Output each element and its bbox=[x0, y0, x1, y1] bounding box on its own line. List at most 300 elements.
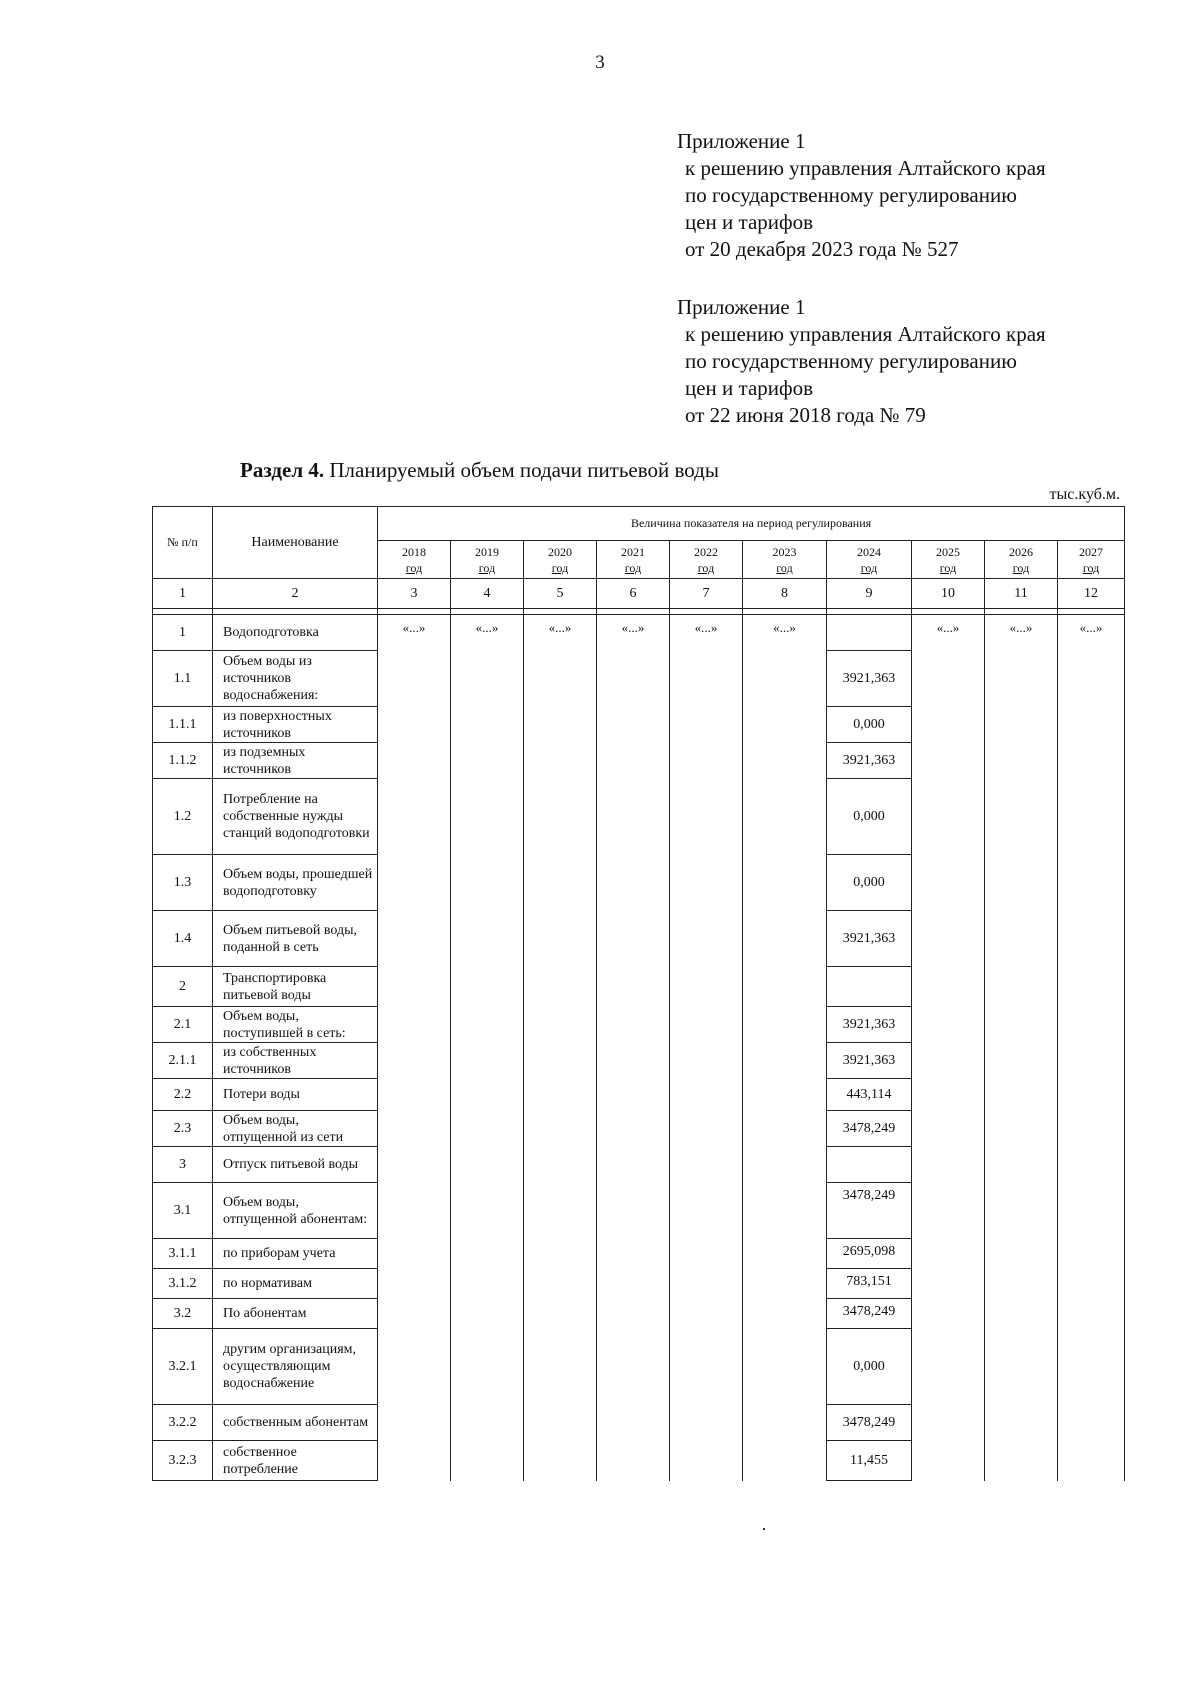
value-2024: 11,455 bbox=[827, 1441, 912, 1481]
empty-cell bbox=[524, 1441, 597, 1481]
empty-cell bbox=[524, 1043, 597, 1079]
value-2024: 2695,098 bbox=[827, 1239, 912, 1269]
header-year-value: 2024 bbox=[857, 544, 881, 559]
value-2024: 3478,249 bbox=[827, 1405, 912, 1441]
placeholder-cell: «...» bbox=[378, 615, 451, 651]
table-row bbox=[153, 1183, 1125, 1239]
empty-cell bbox=[912, 1299, 985, 1329]
row-number: 3.2.2 bbox=[153, 1405, 213, 1441]
empty-cell bbox=[597, 1007, 670, 1043]
empty-cell bbox=[743, 651, 827, 707]
table-row bbox=[153, 1043, 1125, 1079]
row-number: 2 bbox=[153, 967, 213, 1007]
row-number: 1.2 bbox=[153, 779, 213, 855]
row-number: 3.2 bbox=[153, 1299, 213, 1329]
empty-cell bbox=[912, 1405, 985, 1441]
empty-cell bbox=[524, 1079, 597, 1111]
empty-cell bbox=[670, 707, 743, 743]
empty-cell bbox=[597, 1183, 670, 1239]
empty-cell bbox=[743, 1239, 827, 1269]
placeholder-cell: «...» bbox=[1058, 615, 1125, 651]
empty-cell bbox=[743, 855, 827, 911]
empty-cell bbox=[1058, 1405, 1125, 1441]
empty-cell bbox=[524, 1183, 597, 1239]
row-name: Объем питьевой воды, поданной в сеть bbox=[213, 911, 378, 967]
empty-cell bbox=[912, 1111, 985, 1147]
empty-cell bbox=[743, 1441, 827, 1481]
header-year-value: 2026 bbox=[1009, 544, 1033, 559]
empty-cell bbox=[524, 1269, 597, 1299]
header-year-value: 2023 bbox=[772, 544, 797, 559]
empty-cell bbox=[743, 1079, 827, 1111]
empty-cell bbox=[985, 967, 1058, 1007]
empty-cell bbox=[451, 1441, 524, 1481]
empty-cell bbox=[912, 911, 985, 967]
empty-cell bbox=[597, 707, 670, 743]
empty-cell bbox=[670, 911, 743, 967]
empty-cell bbox=[597, 911, 670, 967]
empty-cell bbox=[451, 967, 524, 1007]
empty-cell bbox=[451, 707, 524, 743]
empty-cell bbox=[743, 1183, 827, 1239]
empty-cell bbox=[451, 1043, 524, 1079]
value-2024: 0,000 bbox=[827, 1329, 912, 1405]
units-label: тыс.куб.м. bbox=[1049, 486, 1120, 503]
empty-cell bbox=[378, 779, 451, 855]
empty-cell bbox=[912, 967, 985, 1007]
empty-cell bbox=[597, 779, 670, 855]
header-number: № п/п bbox=[153, 507, 213, 579]
empty-cell bbox=[378, 1183, 451, 1239]
empty-cell bbox=[524, 707, 597, 743]
empty-cell bbox=[451, 1269, 524, 1299]
row-number: 1.4 bbox=[153, 911, 213, 967]
header-year-value: 2018 bbox=[402, 544, 426, 559]
empty-cell bbox=[670, 1441, 743, 1481]
empty-cell bbox=[743, 743, 827, 779]
column-number: 6 bbox=[597, 579, 670, 609]
row-name: Транспортировка питьевой воды bbox=[213, 967, 378, 1007]
scan-speck bbox=[763, 1528, 765, 1530]
row-number: 3.1 bbox=[153, 1183, 213, 1239]
empty-cell bbox=[912, 651, 985, 707]
empty-cell bbox=[670, 1405, 743, 1441]
empty-cell bbox=[670, 967, 743, 1007]
empty-cell bbox=[597, 743, 670, 779]
placeholder-cell: «...» bbox=[524, 615, 597, 651]
row-name: Отпуск питьевой воды bbox=[213, 1147, 378, 1183]
header-year-value: 2019 bbox=[475, 544, 499, 559]
row-number: 2.2 bbox=[153, 1079, 213, 1111]
empty-cell bbox=[597, 1269, 670, 1299]
empty-cell bbox=[985, 1183, 1058, 1239]
empty-cell bbox=[985, 911, 1058, 967]
empty-cell bbox=[378, 1269, 451, 1299]
section-title bbox=[240, 458, 719, 483]
empty-cell bbox=[451, 1007, 524, 1043]
header-name: Наименование bbox=[213, 507, 378, 579]
row-number: 3.1.2 bbox=[153, 1269, 213, 1299]
value-2024: 783,151 bbox=[827, 1269, 912, 1299]
empty-cell bbox=[597, 1299, 670, 1329]
section-name: Планируемый объем подачи питьевой воды bbox=[324, 458, 719, 482]
empty-cell bbox=[1058, 1329, 1125, 1405]
empty-cell bbox=[451, 743, 524, 779]
empty-cell bbox=[985, 743, 1058, 779]
row-name: Объем воды, отпущенной из сети bbox=[213, 1111, 378, 1147]
empty-cell bbox=[378, 1299, 451, 1329]
empty-cell bbox=[1058, 1079, 1125, 1111]
section-number: Раздел 4. bbox=[240, 458, 325, 482]
annex-line: по государственному регулированию bbox=[685, 183, 1017, 207]
empty-cell bbox=[378, 1329, 451, 1405]
empty-cell bbox=[524, 1111, 597, 1147]
empty-cell bbox=[1058, 1299, 1125, 1329]
empty-cell bbox=[985, 1441, 1058, 1481]
table-row bbox=[153, 1269, 1125, 1299]
table-row bbox=[153, 779, 1125, 855]
empty-cell bbox=[451, 1405, 524, 1441]
row-number: 2.1 bbox=[153, 1007, 213, 1043]
empty-cell bbox=[985, 1043, 1058, 1079]
empty-cell bbox=[670, 855, 743, 911]
value-2024: 3478,249 bbox=[827, 1111, 912, 1147]
value-2024: 3921,363 bbox=[827, 911, 912, 967]
empty-cell bbox=[912, 1329, 985, 1405]
header-year bbox=[743, 541, 827, 579]
empty-cell bbox=[985, 1299, 1058, 1329]
row-number: 1.1 bbox=[153, 651, 213, 707]
table-row bbox=[153, 1441, 1125, 1481]
empty-cell bbox=[743, 967, 827, 1007]
empty-cell bbox=[985, 1329, 1058, 1405]
header-year-value: 2021 bbox=[621, 544, 645, 559]
row-name: Объем воды, прошедшей водоподготовку bbox=[213, 855, 378, 911]
value-2024 bbox=[827, 967, 912, 1007]
empty-cell bbox=[597, 1147, 670, 1183]
empty-cell bbox=[597, 651, 670, 707]
empty-cell bbox=[912, 1007, 985, 1043]
row-number: 1.3 bbox=[153, 855, 213, 911]
empty-cell bbox=[743, 1007, 827, 1043]
empty-cell bbox=[597, 1043, 670, 1079]
table-row bbox=[153, 1299, 1125, 1329]
empty-cell bbox=[524, 779, 597, 855]
row-number: 3.2.1 bbox=[153, 1329, 213, 1405]
empty-cell bbox=[670, 1147, 743, 1183]
empty-cell bbox=[985, 1111, 1058, 1147]
empty-cell bbox=[670, 1329, 743, 1405]
empty-cell bbox=[524, 1329, 597, 1405]
empty-cell bbox=[670, 1111, 743, 1147]
value-2024: 0,000 bbox=[827, 779, 912, 855]
row-name: другим организациям, осуществляющим водоснабжение bbox=[213, 1329, 378, 1405]
header-year-suffix: год bbox=[697, 560, 715, 575]
empty-cell bbox=[597, 855, 670, 911]
empty-cell bbox=[985, 651, 1058, 707]
empty-cell bbox=[1058, 743, 1125, 779]
value-2024: 3478,249 bbox=[827, 1299, 912, 1329]
value-2024: 3921,363 bbox=[827, 1007, 912, 1043]
empty-cell bbox=[378, 967, 451, 1007]
empty-cell bbox=[670, 743, 743, 779]
row-name: Водоподготовка bbox=[213, 615, 378, 651]
empty-cell bbox=[1058, 651, 1125, 707]
empty-cell bbox=[597, 1405, 670, 1441]
empty-cell bbox=[670, 1079, 743, 1111]
header-year-suffix: год bbox=[860, 560, 878, 575]
empty-cell bbox=[597, 1111, 670, 1147]
empty-cell bbox=[451, 1147, 524, 1183]
empty-cell bbox=[451, 779, 524, 855]
empty-cell bbox=[378, 651, 451, 707]
empty-cell bbox=[524, 1405, 597, 1441]
column-number: 10 bbox=[912, 579, 985, 609]
empty-cell bbox=[378, 707, 451, 743]
table-row bbox=[153, 1111, 1125, 1147]
empty-cell bbox=[1058, 1007, 1125, 1043]
table-row bbox=[153, 707, 1125, 743]
annex-title: Приложение 1 bbox=[677, 129, 806, 153]
empty-cell bbox=[912, 1147, 985, 1183]
empty-cell bbox=[912, 1043, 985, 1079]
empty-cell bbox=[1058, 1183, 1125, 1239]
header-year-suffix: год bbox=[478, 560, 496, 575]
empty-cell bbox=[524, 855, 597, 911]
empty-cell bbox=[1058, 1043, 1125, 1079]
header-year-suffix: год bbox=[1082, 560, 1100, 575]
row-number: 2.1.1 bbox=[153, 1043, 213, 1079]
empty-cell bbox=[378, 1239, 451, 1269]
column-number: 12 bbox=[1058, 579, 1125, 609]
empty-cell bbox=[597, 1329, 670, 1405]
header-year bbox=[985, 541, 1058, 579]
empty-cell bbox=[1058, 1147, 1125, 1183]
column-number: 4 bbox=[451, 579, 524, 609]
empty-cell bbox=[912, 1183, 985, 1239]
empty-cell bbox=[451, 1183, 524, 1239]
row-name: из подземных источников bbox=[213, 743, 378, 779]
empty-cell bbox=[378, 1147, 451, 1183]
placeholder-cell: «...» bbox=[985, 615, 1058, 651]
empty-cell bbox=[985, 779, 1058, 855]
empty-cell bbox=[912, 1441, 985, 1481]
empty-cell bbox=[670, 1183, 743, 1239]
empty-cell bbox=[597, 1239, 670, 1269]
annex-line: цен и тарифов bbox=[685, 376, 814, 400]
header-period: Величина показателя на период регулирования bbox=[378, 507, 1125, 541]
page-number: 3 bbox=[595, 52, 605, 73]
annex-line: по государственному регулированию bbox=[685, 349, 1017, 373]
empty-cell bbox=[670, 1239, 743, 1269]
placeholder-cell: «...» bbox=[743, 615, 827, 651]
column-number: 11 bbox=[985, 579, 1058, 609]
row-number: 1 bbox=[153, 615, 213, 651]
annex-line: цен и тарифов bbox=[685, 210, 814, 234]
empty-cell bbox=[524, 1239, 597, 1269]
row-name: собственным абонентам bbox=[213, 1405, 378, 1441]
header-year-value: 2022 bbox=[694, 544, 718, 559]
empty-cell bbox=[378, 911, 451, 967]
value-2024: 3921,363 bbox=[827, 651, 912, 707]
table-row bbox=[153, 967, 1125, 1007]
header-year bbox=[524, 541, 597, 579]
empty-cell bbox=[985, 707, 1058, 743]
header-year-suffix: год bbox=[1012, 560, 1030, 575]
empty-cell bbox=[378, 1007, 451, 1043]
header-year bbox=[912, 541, 985, 579]
empty-cell bbox=[1058, 779, 1125, 855]
header-year-suffix: год bbox=[776, 560, 793, 575]
annex-original-reference bbox=[677, 294, 1046, 429]
empty-cell bbox=[1058, 855, 1125, 911]
annex-current-reference bbox=[677, 128, 1046, 263]
header-year-value: 2027 bbox=[1079, 544, 1104, 559]
header-year bbox=[597, 541, 670, 579]
empty-cell bbox=[743, 1405, 827, 1441]
empty-cell bbox=[912, 743, 985, 779]
empty-cell bbox=[743, 911, 827, 967]
row-number: 1.1.2 bbox=[153, 743, 213, 779]
value-2024: 0,000 bbox=[827, 855, 912, 911]
row-name: Объем воды, поступившей в сеть: bbox=[213, 1007, 378, 1043]
table-row bbox=[153, 651, 1125, 707]
empty-cell bbox=[985, 1239, 1058, 1269]
header-year-suffix: год bbox=[405, 560, 423, 575]
empty-cell bbox=[670, 1299, 743, 1329]
empty-cell bbox=[451, 855, 524, 911]
value-2024: 3921,363 bbox=[827, 743, 912, 779]
annex-date-line: от 20 декабря 2023 года № 527 bbox=[685, 237, 959, 261]
empty-cell bbox=[670, 779, 743, 855]
empty-cell bbox=[985, 1405, 1058, 1441]
table-row bbox=[153, 1329, 1125, 1405]
empty-cell bbox=[524, 1007, 597, 1043]
empty-cell bbox=[378, 1111, 451, 1147]
empty-cell bbox=[1058, 1441, 1125, 1481]
column-number: 2 bbox=[213, 579, 378, 609]
row-name: из собственных источников bbox=[213, 1043, 378, 1079]
empty-cell bbox=[1058, 967, 1125, 1007]
table-row bbox=[153, 1147, 1125, 1183]
empty-cell bbox=[1058, 1269, 1125, 1299]
row-name: по приборам учета bbox=[213, 1239, 378, 1269]
empty-cell bbox=[524, 651, 597, 707]
empty-cell bbox=[743, 779, 827, 855]
empty-cell bbox=[451, 1299, 524, 1329]
empty-cell bbox=[743, 1329, 827, 1405]
header-year-suffix: год bbox=[551, 560, 569, 575]
empty-cell bbox=[985, 1007, 1058, 1043]
placeholder-cell: «...» bbox=[597, 615, 670, 651]
empty-cell bbox=[451, 1079, 524, 1111]
row-name: из поверхностных источников bbox=[213, 707, 378, 743]
empty-cell bbox=[670, 1043, 743, 1079]
empty-cell bbox=[451, 1239, 524, 1269]
empty-cell bbox=[670, 1007, 743, 1043]
row-number: 2.3 bbox=[153, 1111, 213, 1147]
empty-cell bbox=[378, 1043, 451, 1079]
header-year-suffix: год bbox=[624, 560, 642, 575]
header-year bbox=[378, 541, 451, 579]
empty-cell bbox=[597, 967, 670, 1007]
column-number: 7 bbox=[670, 579, 743, 609]
value-2024: 3478,249 bbox=[827, 1183, 912, 1239]
row-name: Объем воды, отпущенной абонентам: bbox=[213, 1183, 378, 1239]
empty-cell bbox=[670, 1269, 743, 1299]
header-year-suffix: год bbox=[939, 560, 957, 575]
placeholder-cell: «...» bbox=[912, 615, 985, 651]
row-name: По абонентам bbox=[213, 1299, 378, 1329]
table-row bbox=[153, 743, 1125, 779]
row-number: 3.1.1 bbox=[153, 1239, 213, 1269]
empty-cell bbox=[524, 911, 597, 967]
empty-cell bbox=[378, 1405, 451, 1441]
empty-cell bbox=[378, 1079, 451, 1111]
column-number: 9 bbox=[827, 579, 912, 609]
annex-line: к решению управления Алтайского края bbox=[685, 156, 1046, 180]
table-row bbox=[153, 1007, 1125, 1043]
column-number: 3 bbox=[378, 579, 451, 609]
empty-cell bbox=[1058, 1239, 1125, 1269]
empty-cell bbox=[912, 1239, 985, 1269]
row-number: 1.1.1 bbox=[153, 707, 213, 743]
row-number: 3.2.3 bbox=[153, 1441, 213, 1481]
empty-cell bbox=[985, 1147, 1058, 1183]
header-year bbox=[1058, 541, 1125, 579]
empty-cell bbox=[524, 1147, 597, 1183]
table-row bbox=[153, 1079, 1125, 1111]
table-row bbox=[153, 615, 1125, 651]
empty-cell bbox=[670, 651, 743, 707]
column-number: 8 bbox=[743, 579, 827, 609]
value-2024: 443,114 bbox=[827, 1079, 912, 1111]
annex-date-line: от 22 июня 2018 года № 79 bbox=[685, 403, 926, 427]
empty-cell bbox=[743, 1111, 827, 1147]
row-number: 3 bbox=[153, 1147, 213, 1183]
header-year-value: 2025 bbox=[936, 544, 960, 559]
value-2024 bbox=[827, 615, 912, 651]
table-row bbox=[153, 855, 1125, 911]
empty-cell bbox=[743, 1269, 827, 1299]
empty-cell bbox=[524, 743, 597, 779]
placeholder-cell: «...» bbox=[670, 615, 743, 651]
empty-cell bbox=[524, 967, 597, 1007]
column-number: 5 bbox=[524, 579, 597, 609]
table-row bbox=[153, 1405, 1125, 1441]
empty-cell bbox=[597, 1441, 670, 1481]
empty-cell bbox=[524, 1299, 597, 1329]
value-2024: 0,000 bbox=[827, 707, 912, 743]
annex-line: к решению управления Алтайского края bbox=[685, 322, 1046, 346]
empty-cell bbox=[451, 911, 524, 967]
table-row bbox=[153, 1239, 1125, 1269]
value-2024: 3921,363 bbox=[827, 1043, 912, 1079]
empty-cell bbox=[912, 1269, 985, 1299]
row-name: Потери воды bbox=[213, 1079, 378, 1111]
annex-title: Приложение 1 bbox=[677, 295, 806, 319]
empty-cell bbox=[912, 707, 985, 743]
empty-cell bbox=[743, 707, 827, 743]
table-row bbox=[153, 911, 1125, 967]
header-year bbox=[451, 541, 524, 579]
empty-cell bbox=[1058, 911, 1125, 967]
empty-cell bbox=[451, 1111, 524, 1147]
row-name: по нормативам bbox=[213, 1269, 378, 1299]
empty-cell bbox=[985, 855, 1058, 911]
empty-cell bbox=[597, 1079, 670, 1111]
row-name: Потребление на собственные нужды станций водоподготовки bbox=[213, 779, 378, 855]
